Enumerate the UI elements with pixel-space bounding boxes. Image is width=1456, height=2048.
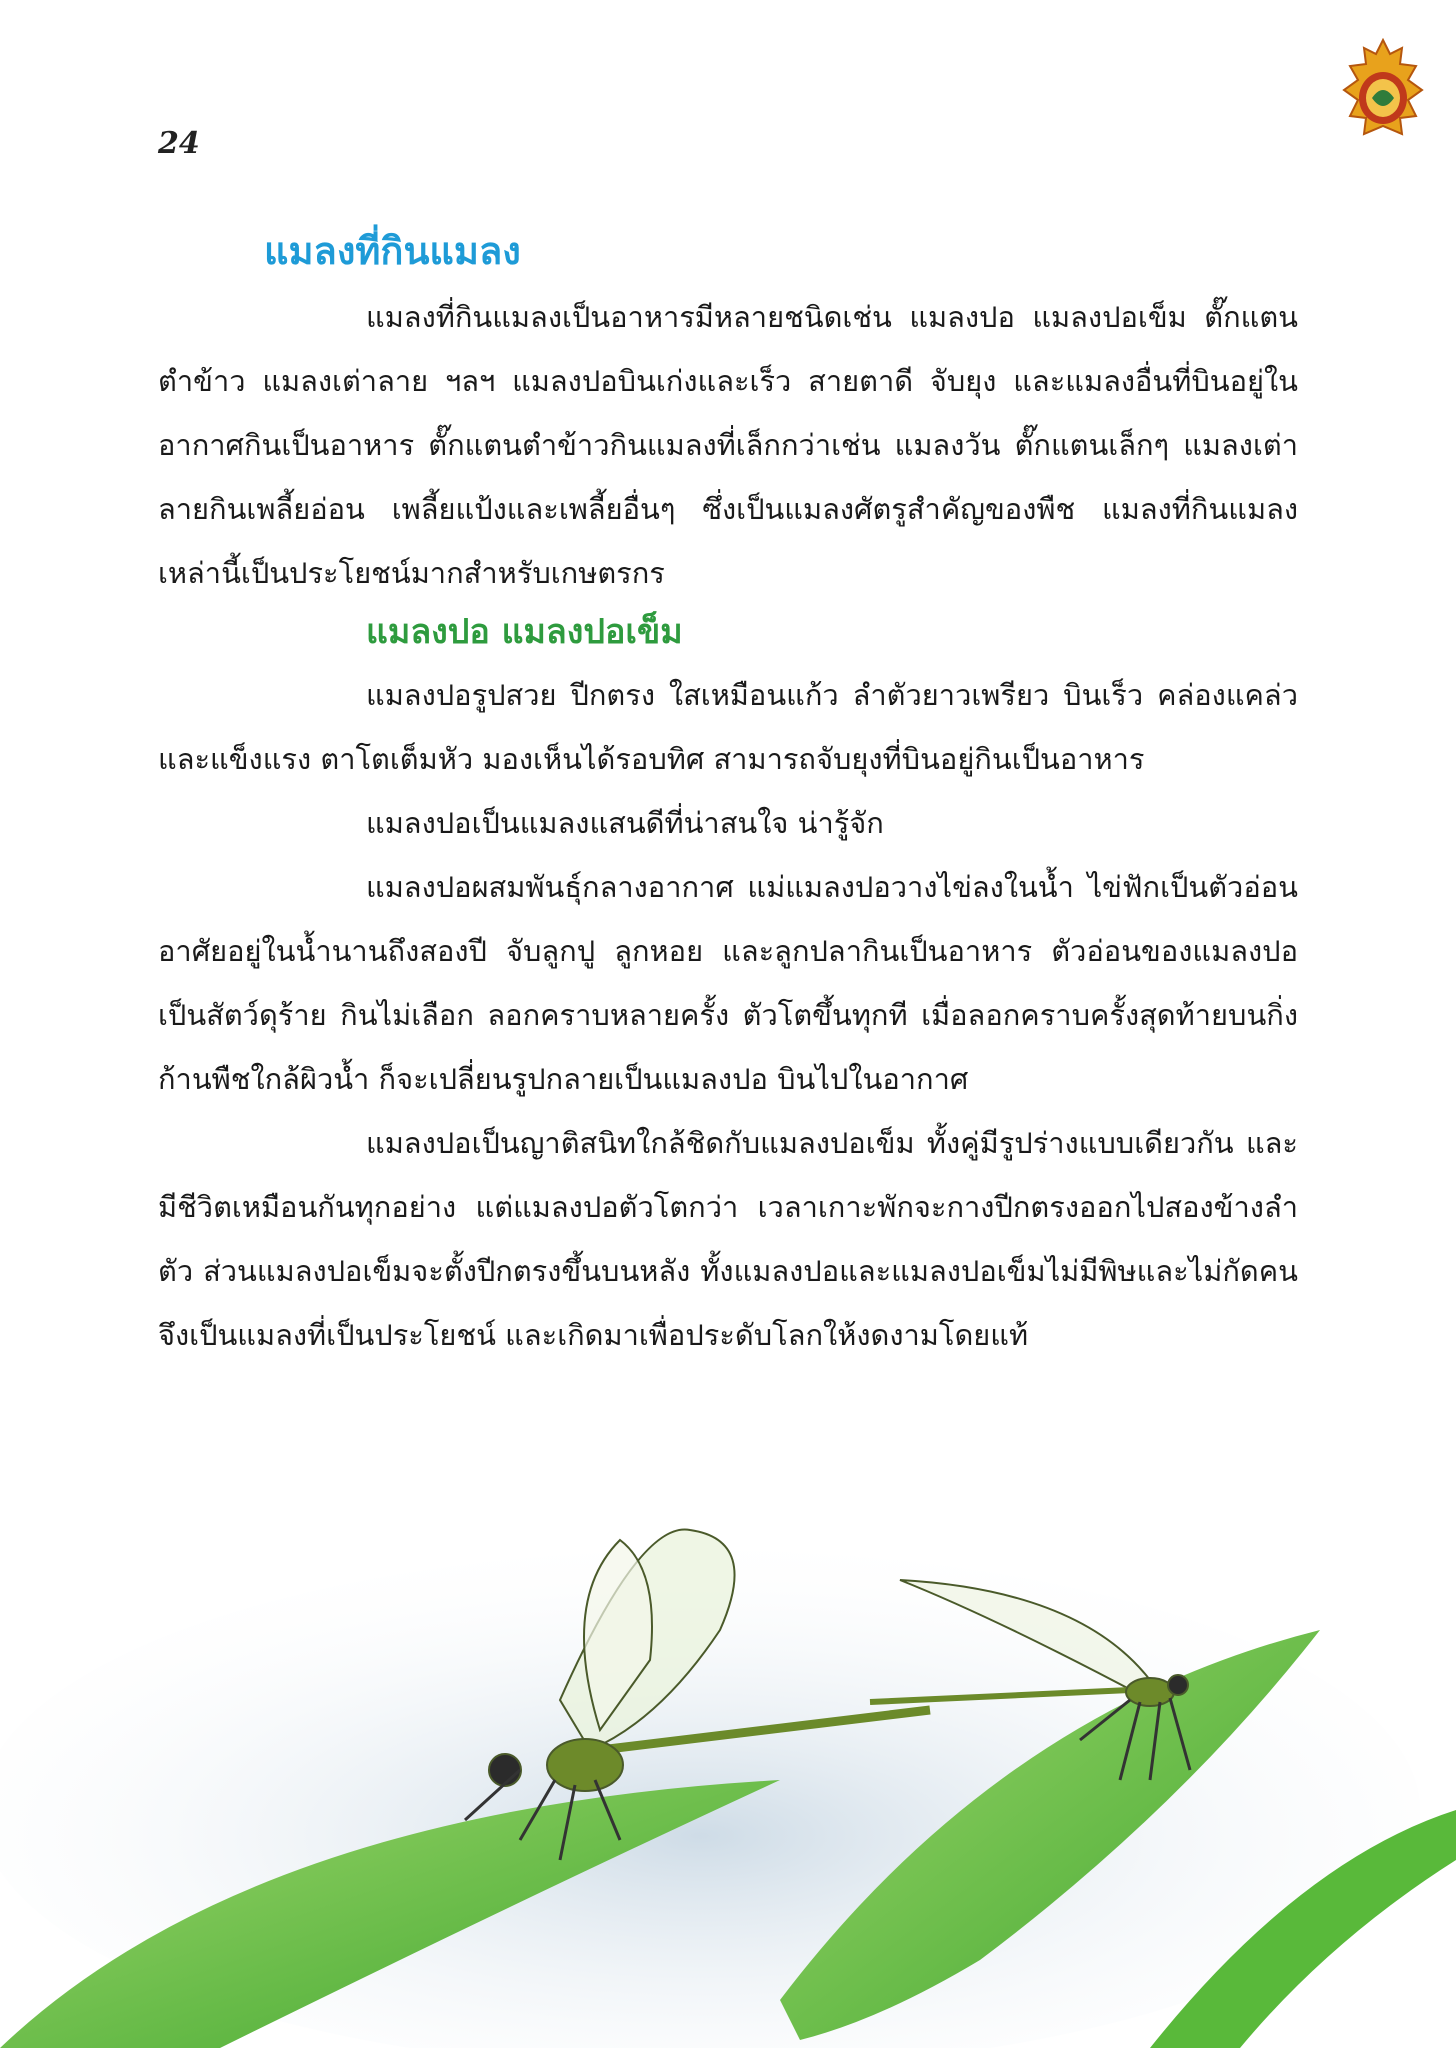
paragraph: แมลงปอเป็นญาติสนิทใกล้ชิดกับแมลงปอเข็ม ทั้งคู่มีรูปร่างแบบเดียวกัน และมีชีวิตเหมือนกันทุกอย่าง แต่แมลงปอตัวโตกว่า เวลาเกาะพักจะกางปีกตรงออกไปสองข้างลำตัว ส่วนแมลงปอเข็มจะตั้งปีกตรงขึ้นบนหลัง ทั้งแมลงปอและแมลงปอเข็มไม่มีพิษและไม่กัดคน จึงเป็นแมลงที่เป็นประโยชน์ และเกิดมาเพื่อประดับโลกให้งดงามโดยแท้ [158,1126,1298,1352]
dragonfly-illustration [0,1480,1456,2048]
paragraph: แมลงปอรูปสวย ปีกตรง ใสเหมือนแก้ว ลำตัวยาวเพรียว บินเร็ว คล่องแคล่ว และแข็งแรง ตาโตเต็มหัว มองเห็นได้รอบทิศ สามารถจับยุงที่บินอยู่กินเป็นอาหาร [158,678,1298,776]
intro-paragraph: แมลงที่กินแมลงเป็นอาหารมีหลายชนิดเช่น แมลงปอ แมลงปอเข็ม ตั๊กแตนตำข้าว แมลงเต่าลาย ฯลฯ แมลงปอบินเก่งและเร็ว สายตาดี จับยุง และแมลงอื่นที่บินอยู่ในอากาศกินเป็นอาหาร ตั๊กแตนตำข้าวกินแมลงที่เล็กกว่าเช่น แมลงวัน ตั๊กแตนเล็กๆ แมลงเต่าลายกินเพลี้ยอ่อน เพลี้ยแป้งและเพลี้ยอื่นๆ ซึ่งเป็นแมลงศัตรูสำคัญของพืช แมลงที่กินแมลงเหล่านี้เป็นประโยชน์มากสำหรับเกษตรกร [158,300,1298,590]
page-number: 24 [158,126,200,161]
subsection-heading: แมลงปอ แมลงปอเข็ม [366,612,683,652]
article [158,225,1298,1367]
paragraph: แมลงปอผสมพันธุ์กลางอากาศ แม่แมลงปอวางไข่ลงในน้ำ ไข่ฟักเป็นตัวอ่อนอาศัยอยู่ในน้ำนานถึงสองปี จับลูกปู ลูกหอย และลูกปลากินเป็นอาหาร ตัวอ่อนของแมลงปอเป็นสัตว์ดุร้าย กินไม่เลือก ลอกคราบหลายครั้ง ตัวโตขึ้นทุกที เมื่อลอกคราบครั้งสุดท้ายบนกิ่งก้านพืชใกล้ผิวน้ำ ก็จะเปลี่ยนรูปกลายเป็นแมลงปอ บินไปในอากาศ [158,870,1298,1096]
ministry-emblem-icon [1340,38,1426,142]
paragraph: แมลงปอเป็นแมลงแสนดีที่น่าสนใจ น่ารู้จัก [366,806,884,840]
section-heading: แมลงที่กินแมลง [264,229,521,273]
